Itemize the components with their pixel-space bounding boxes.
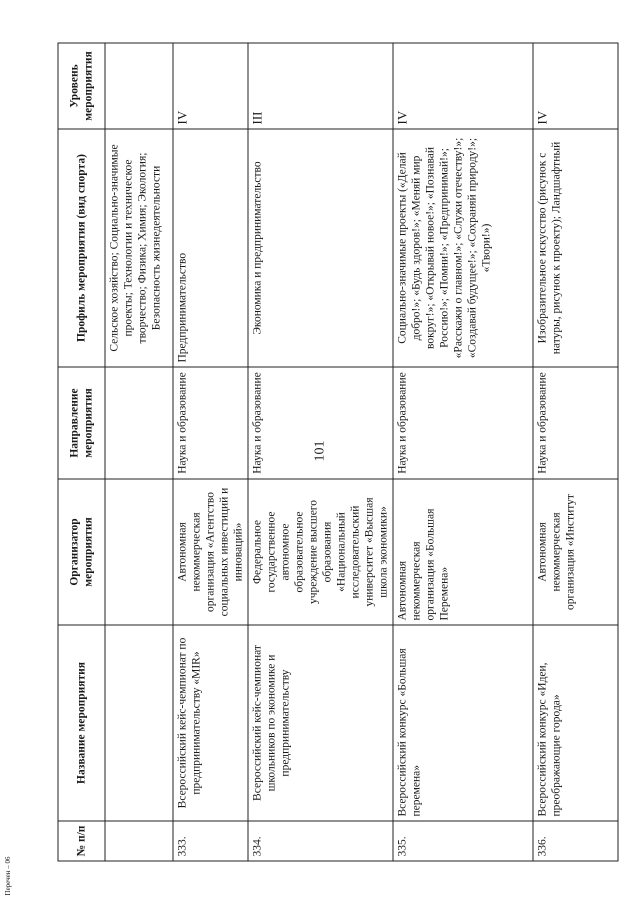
page-number-text: 101: [312, 440, 327, 462]
table-row: [533, 43, 618, 861]
cell-name: Всероссийский кейс-чемпионат по предпринимательству «MIR»: [173, 625, 248, 821]
cell-direction: Наука и образование: [173, 367, 248, 479]
cell-num: 336.: [533, 821, 618, 861]
header-organizer: Организатор мероприятия: [58, 479, 105, 625]
cell-profile: Социально-значимые проекты («Делай добро!»; «Будь здоров!»; «Меняй мир вокруг!»; «Открывай новое!»; «Познавай Россию!»; «Помни!»; «Предпринимай!»; «Расскажи о главном!»; «Служи отечеству!»; «Создавай будущее!»; «Сохраняй природу!»; «Твори!»): [393, 129, 533, 367]
cell-direction: Наука и образование: [533, 367, 618, 479]
cell-direction: [105, 367, 173, 479]
cell-profile: Сельское хозяйство; Социально-значимые проекты; Технологии и техническое творчество; Физика; Химия; Экология; Безопасность жизнедеятельности: [105, 129, 173, 367]
footer-note: [2, 855, 14, 901]
cell-level: [105, 43, 173, 129]
cell-profile: Изобразительное искусство (рисунок с натуры, рисунок к проекту); Ландшафтный: [533, 129, 618, 367]
cell-organizer: Автономная некоммерческая организация «Институт: [533, 479, 618, 625]
cell-profile: Экономика и предпринимательство: [248, 129, 393, 367]
footer-text: Перечен – 06: [4, 856, 12, 896]
table-row-carry-over: [105, 43, 173, 861]
cell-num: [105, 821, 173, 861]
cell-name: Всероссийский конкурс «Идеи, преображающие города»: [533, 625, 618, 821]
table-row: [173, 43, 248, 861]
table-row: [248, 43, 393, 861]
cell-profile: Предпринимательство: [173, 129, 248, 367]
cell-name: Всероссийский конкурс «Большая перемена»: [393, 625, 533, 821]
cell-num: 335.: [393, 821, 533, 861]
rotated-table-container: [57, 43, 618, 861]
cell-organizer: Федеральное государственное автономное образовательное учреждение высшего образования «Национальный исследовательский университет «Высшая школа экономики»: [248, 479, 393, 625]
header-profile: Профиль мероприятия (вид спорта): [58, 129, 105, 367]
cell-organizer: Автономная некоммерческая организация «Агентство социальных инвестиций и инноваций»: [173, 479, 248, 625]
cell-organizer: [105, 479, 173, 625]
table-row: [393, 43, 533, 861]
events-table: [57, 42, 618, 861]
header-name: Название мероприятия: [58, 625, 105, 821]
document-sheet: [57, 43, 618, 861]
cell-level: IV: [173, 43, 248, 129]
cell-organizer: Автономная некоммерческая организация «Большая Перемена»: [393, 479, 533, 625]
cell-num: 333.: [173, 821, 248, 861]
cell-direction: Наука и образование: [393, 367, 533, 479]
cell-level: IV: [533, 43, 618, 129]
header-direction: Направление мероприятия: [58, 367, 105, 479]
cell-num: 334.: [248, 821, 393, 861]
cell-name: Всероссийский кейс-чемпионат школьников по экономике и предпринимательству: [248, 625, 393, 821]
cell-level: IV: [393, 43, 533, 129]
header-row: [58, 43, 105, 861]
cell-name: [105, 625, 173, 821]
cell-direction: Наука и образование: [248, 367, 393, 479]
header-num: № п/п: [58, 821, 105, 861]
cell-level: III: [248, 43, 393, 129]
header-level: Уровень мероприятия: [58, 43, 105, 129]
